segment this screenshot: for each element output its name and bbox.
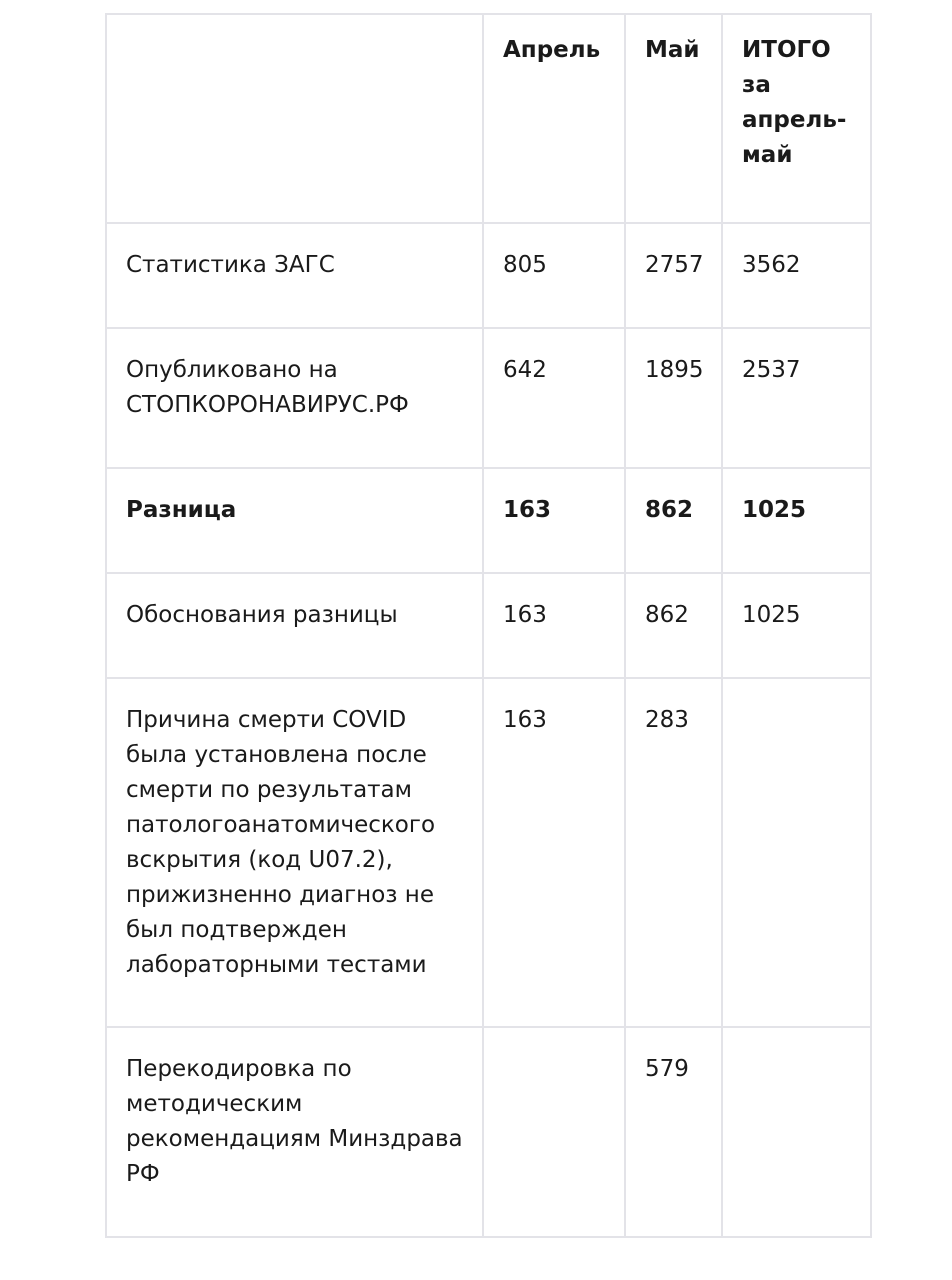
row-label: Опубликовано на СТОПКОРОНАВИРУС.РФ — [106, 328, 483, 468]
row-label: Причина смерти COVID была установлена после смерти по результатам патологоанатомического вскрытия (код U07.2), прижизненно диагноз не был подтвержден лабораторными тестами — [106, 678, 483, 1027]
header-april: Апрель — [483, 14, 625, 223]
table-row — [106, 678, 871, 1027]
header-may: Май — [625, 14, 722, 223]
row-label: Статистика ЗАГС — [106, 223, 483, 328]
row-april: 163 — [483, 678, 625, 1027]
row-total: 1025 — [722, 468, 871, 573]
row-april — [483, 1027, 625, 1237]
row-label: Перекодировка по методическим рекомендациям Минздрава РФ — [106, 1027, 483, 1237]
row-may: 862 — [625, 468, 722, 573]
header-label-cell — [106, 14, 483, 223]
table-row — [106, 1027, 871, 1237]
row-april: 163 — [483, 573, 625, 678]
table-row — [106, 573, 871, 678]
row-may: 862 — [625, 573, 722, 678]
row-april: 642 — [483, 328, 625, 468]
row-april: 805 — [483, 223, 625, 328]
table-row-difference — [106, 468, 871, 573]
row-april: 163 — [483, 468, 625, 573]
row-total — [722, 1027, 871, 1237]
row-total — [722, 678, 871, 1027]
row-total: 2537 — [722, 328, 871, 468]
table-row — [106, 328, 871, 468]
row-label: Обоснования разницы — [106, 573, 483, 678]
row-may: 579 — [625, 1027, 722, 1237]
row-may: 283 — [625, 678, 722, 1027]
row-may: 1895 — [625, 328, 722, 468]
row-may: 2757 — [625, 223, 722, 328]
deaths-comparison-table — [105, 13, 872, 1238]
header-total: ИТОГО за апрель-май — [722, 14, 871, 223]
table-row — [106, 223, 871, 328]
row-label: Разница — [106, 468, 483, 573]
row-total: 3562 — [722, 223, 871, 328]
row-total: 1025 — [722, 573, 871, 678]
table-header-row — [106, 14, 871, 223]
